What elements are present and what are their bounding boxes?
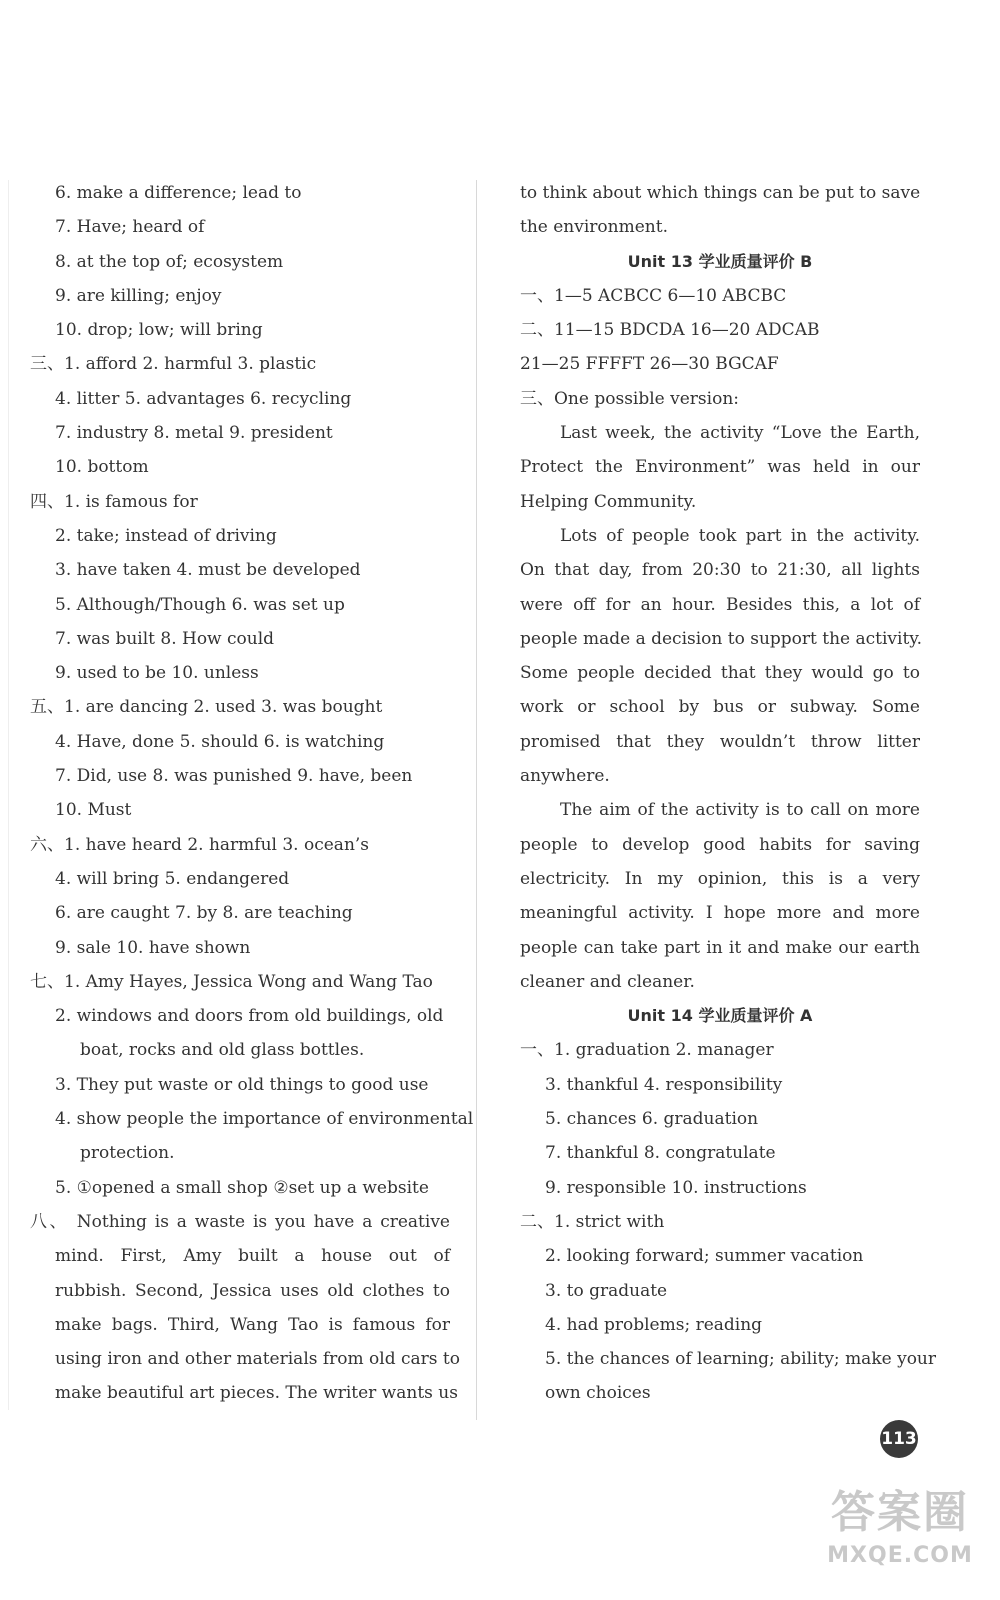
watermark-url: MXQE.COM xyxy=(827,1543,973,1568)
essay-paragraph-2 xyxy=(520,519,923,793)
section-1-line: 一、1. graduation 2. manager xyxy=(520,1040,774,1061)
answer-line: 10. Must xyxy=(55,800,132,821)
essay-paragraph-1 xyxy=(520,416,920,519)
section-3-line: 三、One possible version: xyxy=(520,388,739,409)
answer-line: 9. sale 10. have shown xyxy=(55,937,251,958)
answer-line: 4. had problems; reading xyxy=(545,1314,763,1335)
paragraph-line: Helping Community. xyxy=(520,491,697,512)
answer-line: 10. bottom xyxy=(55,457,149,478)
paragraph-line: using iron and other materials from old cars to xyxy=(55,1349,460,1370)
answer-line: 3. thankful 4. responsibility xyxy=(545,1074,783,1095)
paragraph-line: electricity. In my opinion, this is a very xyxy=(520,868,920,889)
unit-13-heading: Unit 13 学业质量评价 B xyxy=(627,251,813,271)
paragraph-line: mind. First, Amy built a house out of xyxy=(55,1246,450,1267)
paragraph-line: people to develop good habits for saving xyxy=(520,834,920,855)
answer-line: 2. windows and doors from old buildings, old xyxy=(55,1006,444,1027)
answer-line: 7. Did, use 8. was punished 9. have, been xyxy=(55,766,413,787)
section-4-line: 四、1. is famous for xyxy=(30,491,198,512)
paragraph-line: the environment. xyxy=(520,217,668,238)
answer-line: 5. the chances of learning; ability; make your xyxy=(545,1349,936,1370)
section-6-line: 六、1. have heard 2. harmful 3. ocean’s xyxy=(30,834,370,855)
answer-line: 3. to graduate xyxy=(545,1280,668,1301)
paragraph-line: were off for an hour. Besides this, a lot of xyxy=(520,594,920,615)
answer-line: 9. responsible 10. instructions xyxy=(545,1177,807,1198)
essay-paragraph-3 xyxy=(520,793,920,999)
answer-line: 21—25 FFFFT 26—30 BGCAF xyxy=(520,354,779,375)
paragraph-line: Some people decided that they would go to xyxy=(520,663,920,684)
answer-line: 7. industry 8. metal 9. president xyxy=(55,423,333,444)
paragraph-line: anywhere. xyxy=(520,766,610,787)
answer-line: 7. was built 8. How could xyxy=(55,628,275,649)
right-column xyxy=(520,176,936,1411)
answer-line: 9. used to be 10. unless xyxy=(55,663,259,684)
column-divider xyxy=(476,180,477,1420)
paragraph-line: The aim of the activity is to call on more xyxy=(560,800,920,821)
answer-line: 6. make a difference; lead to xyxy=(55,183,302,203)
paragraph-line: make beautiful art pieces. The writer wants us xyxy=(55,1383,458,1404)
paragraph-line: On that day, from 20:30 to 21:30, all lights xyxy=(520,560,920,581)
paragraph-line: make bags. Third, Wang Tao is famous for xyxy=(55,1314,450,1335)
answer-line: 7. thankful 8. congratulate xyxy=(545,1143,776,1164)
paragraph-line: meaningful activity. I hope more and more xyxy=(520,903,920,924)
left-column xyxy=(30,176,474,1411)
answer-line: 4. litter 5. advantages 6. recycling xyxy=(55,388,352,409)
answer-line: protection. xyxy=(80,1143,175,1164)
answer-line: 2. looking forward; summer vacation xyxy=(545,1246,864,1267)
watermark-logo: 答案圈 xyxy=(831,1487,969,1538)
section-7-line: 七、1. Amy Hayes, Jessica Wong and Wang Tao xyxy=(30,971,433,992)
paragraph-line: cleaner and cleaner. xyxy=(520,971,695,992)
answer-line: 7. Have; heard of xyxy=(55,217,205,238)
answer-line: 2. take; instead of driving xyxy=(55,525,277,546)
answer-line: 5. chances 6. graduation xyxy=(545,1109,759,1130)
section-5-line: 五、1. are dancing 2. used 3. was bought xyxy=(30,697,383,718)
paragraph-line: people made a decision to support the activity. xyxy=(520,628,923,649)
page-number-badge: 113 xyxy=(880,1420,918,1458)
section-2-line: 二、11—15 BDCDA 16—20 ADCAB xyxy=(520,320,820,341)
section-1-line: 一、1—5 ACBCC 6—10 ABCBC xyxy=(520,285,787,306)
paragraph-line: people can take part in it and make our earth xyxy=(520,937,920,958)
section-2-line: 二、1. strict with xyxy=(520,1211,665,1232)
answer-line: 3. They put waste or old things to good use xyxy=(55,1074,429,1095)
paragraph-line: 八、 Nothing is a waste is you have a creative xyxy=(30,1211,450,1232)
paragraph-line: Protect the Environment” was held in our xyxy=(520,457,920,478)
paragraph-line: Last week, the activity “Love the Earth, xyxy=(560,423,920,444)
paragraph-line: to think about which things can be put to save xyxy=(520,183,921,203)
section-8-paragraph xyxy=(30,1205,460,1411)
answer-line: 5. Although/Though 6. was set up xyxy=(55,594,345,615)
answer-line: 8. at the top of; ecosystem xyxy=(55,251,284,272)
answer-line: 9. are killing; enjoy xyxy=(55,285,222,306)
answer-line: 4. Have, done 5. should 6. is watching xyxy=(55,731,385,752)
answer-line: own choices xyxy=(545,1383,651,1404)
paragraph-line: Lots of people took part in the activity. xyxy=(560,525,920,546)
answer-line: 4. show people the importance of environmental xyxy=(55,1109,474,1130)
answer-line: 5. ①opened a small shop ②set up a website xyxy=(55,1177,429,1198)
site-watermark xyxy=(810,1485,990,1585)
answer-line: 3. have taken 4. must be developed xyxy=(55,560,361,581)
page-edge-line xyxy=(8,180,9,1410)
paragraph-line: promised that they wouldn’t throw litter xyxy=(520,731,920,752)
unit-14-heading: Unit 14 学业质量评价 A xyxy=(627,1006,813,1026)
section-3-line: 三、1. afford 2. harmful 3. plastic xyxy=(30,354,317,375)
answer-line: 10. drop; low; will bring xyxy=(55,320,263,341)
answer-line: 6. are caught 7. by 8. are teaching xyxy=(55,903,353,924)
answer-line: boat, rocks and old glass bottles. xyxy=(80,1040,365,1061)
answer-line: 4. will bring 5. endangered xyxy=(55,868,290,889)
paragraph-line: work or school by bus or subway. Some xyxy=(520,697,920,718)
paragraph-line: rubbish. Second, Jessica uses old clothes to xyxy=(55,1280,450,1301)
